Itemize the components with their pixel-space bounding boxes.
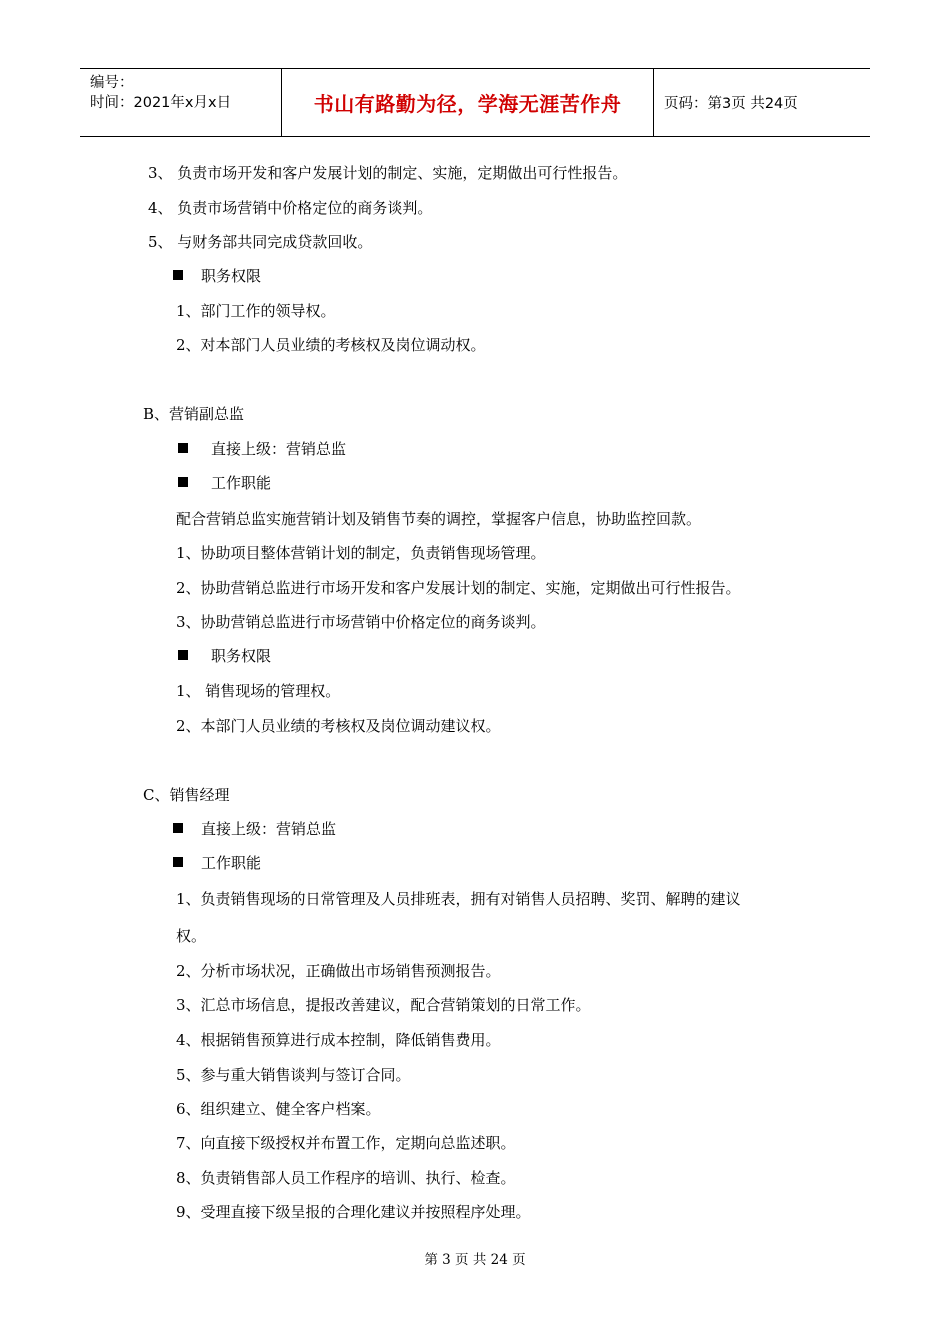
text-line: 配合营销总监实施营销计划及销售节奏的调控，掌握客户信息，协助监控回款。 <box>176 510 702 528</box>
text-line: 7、向直接下级授权并布置工作，定期向总监述职。 <box>176 1134 516 1152</box>
text-line: 2、协助营销总监进行市场开发和客户发展计划的制定、实施，定期做出可行性报告。 <box>176 579 741 597</box>
square-bullet-icon <box>178 443 188 453</box>
text-line: 2、分析市场状况，正确做出市场销售预测报告。 <box>176 962 501 980</box>
header-meta <box>90 73 231 113</box>
time-label: 时间：2021年x月x日 <box>90 95 232 111</box>
section-heading: 直接上级：营销总监 <box>211 440 347 458</box>
text-line: 4、 负责市场营销中价格定位的商务谈判。 <box>148 199 433 217</box>
text-line: 1、 销售现场的管理权。 <box>176 682 341 700</box>
text-line: 6、组织建立、健全客户档案。 <box>176 1100 381 1118</box>
text-line: 2、本部门人员业绩的考核权及岗位调动建议权。 <box>176 717 501 735</box>
section-heading: 直接上级：营销总监 <box>201 820 337 838</box>
page-footer: 第 3 页 共 24 页 <box>424 1252 526 1268</box>
section-heading: 工作职能 <box>211 474 272 492</box>
text-line: 3、 负责市场开发和客户发展计划的制定、实施，定期做出可行性报告。 <box>148 164 628 182</box>
text-line: 4、根据销售预算进行成本控制，降低销售费用。 <box>176 1031 501 1049</box>
text-line: 9、受理直接下级呈报的合理化建议并按照程序处理。 <box>176 1203 531 1221</box>
section-heading: 职务权限 <box>211 647 272 665</box>
text-line: 权。 <box>176 927 207 945</box>
text-line: 3、协助营销总监进行市场营销中价格定位的商务谈判。 <box>176 613 546 631</box>
text-line: 2、对本部门人员业绩的考核权及岗位调动权。 <box>176 336 486 354</box>
text-line: 5、 与财务部共同完成贷款回收。 <box>148 233 373 251</box>
square-bullet-icon <box>178 477 188 487</box>
text-line: C、销售经理 <box>143 786 230 804</box>
section-heading: 职务权限 <box>201 267 262 285</box>
page-header <box>80 68 870 137</box>
number-label: 编号： <box>90 75 134 91</box>
square-bullet-icon <box>173 270 183 280</box>
square-bullet-icon <box>178 650 188 660</box>
square-bullet-icon <box>173 857 183 867</box>
text-line: 3、汇总市场信息，提报改善建议，配合营销策划的日常工作。 <box>176 996 591 1014</box>
text-line: 1、负责销售现场的日常管理及人员排班表，拥有对销售人员招聘、奖罚、解聘的建议 <box>176 890 741 908</box>
header-divider <box>653 69 654 136</box>
square-bullet-icon <box>173 823 183 833</box>
text-line: B、营销副总监 <box>143 405 245 423</box>
header-motto: 书山有路勤为径，学海无涯苦作舟 <box>313 92 622 116</box>
text-line: 1、协助项目整体营销计划的制定，负责销售现场管理。 <box>176 544 546 562</box>
section-heading: 工作职能 <box>201 854 262 872</box>
text-line: 5、参与重大销售谈判与签订合同。 <box>176 1066 411 1084</box>
header-page-info: 页码：第3页 共24页 <box>664 96 798 112</box>
text-line: 8、负责销售部人员工作程序的培训、执行、检查。 <box>176 1169 516 1187</box>
text-line: 1、部门工作的领导权。 <box>176 302 336 320</box>
